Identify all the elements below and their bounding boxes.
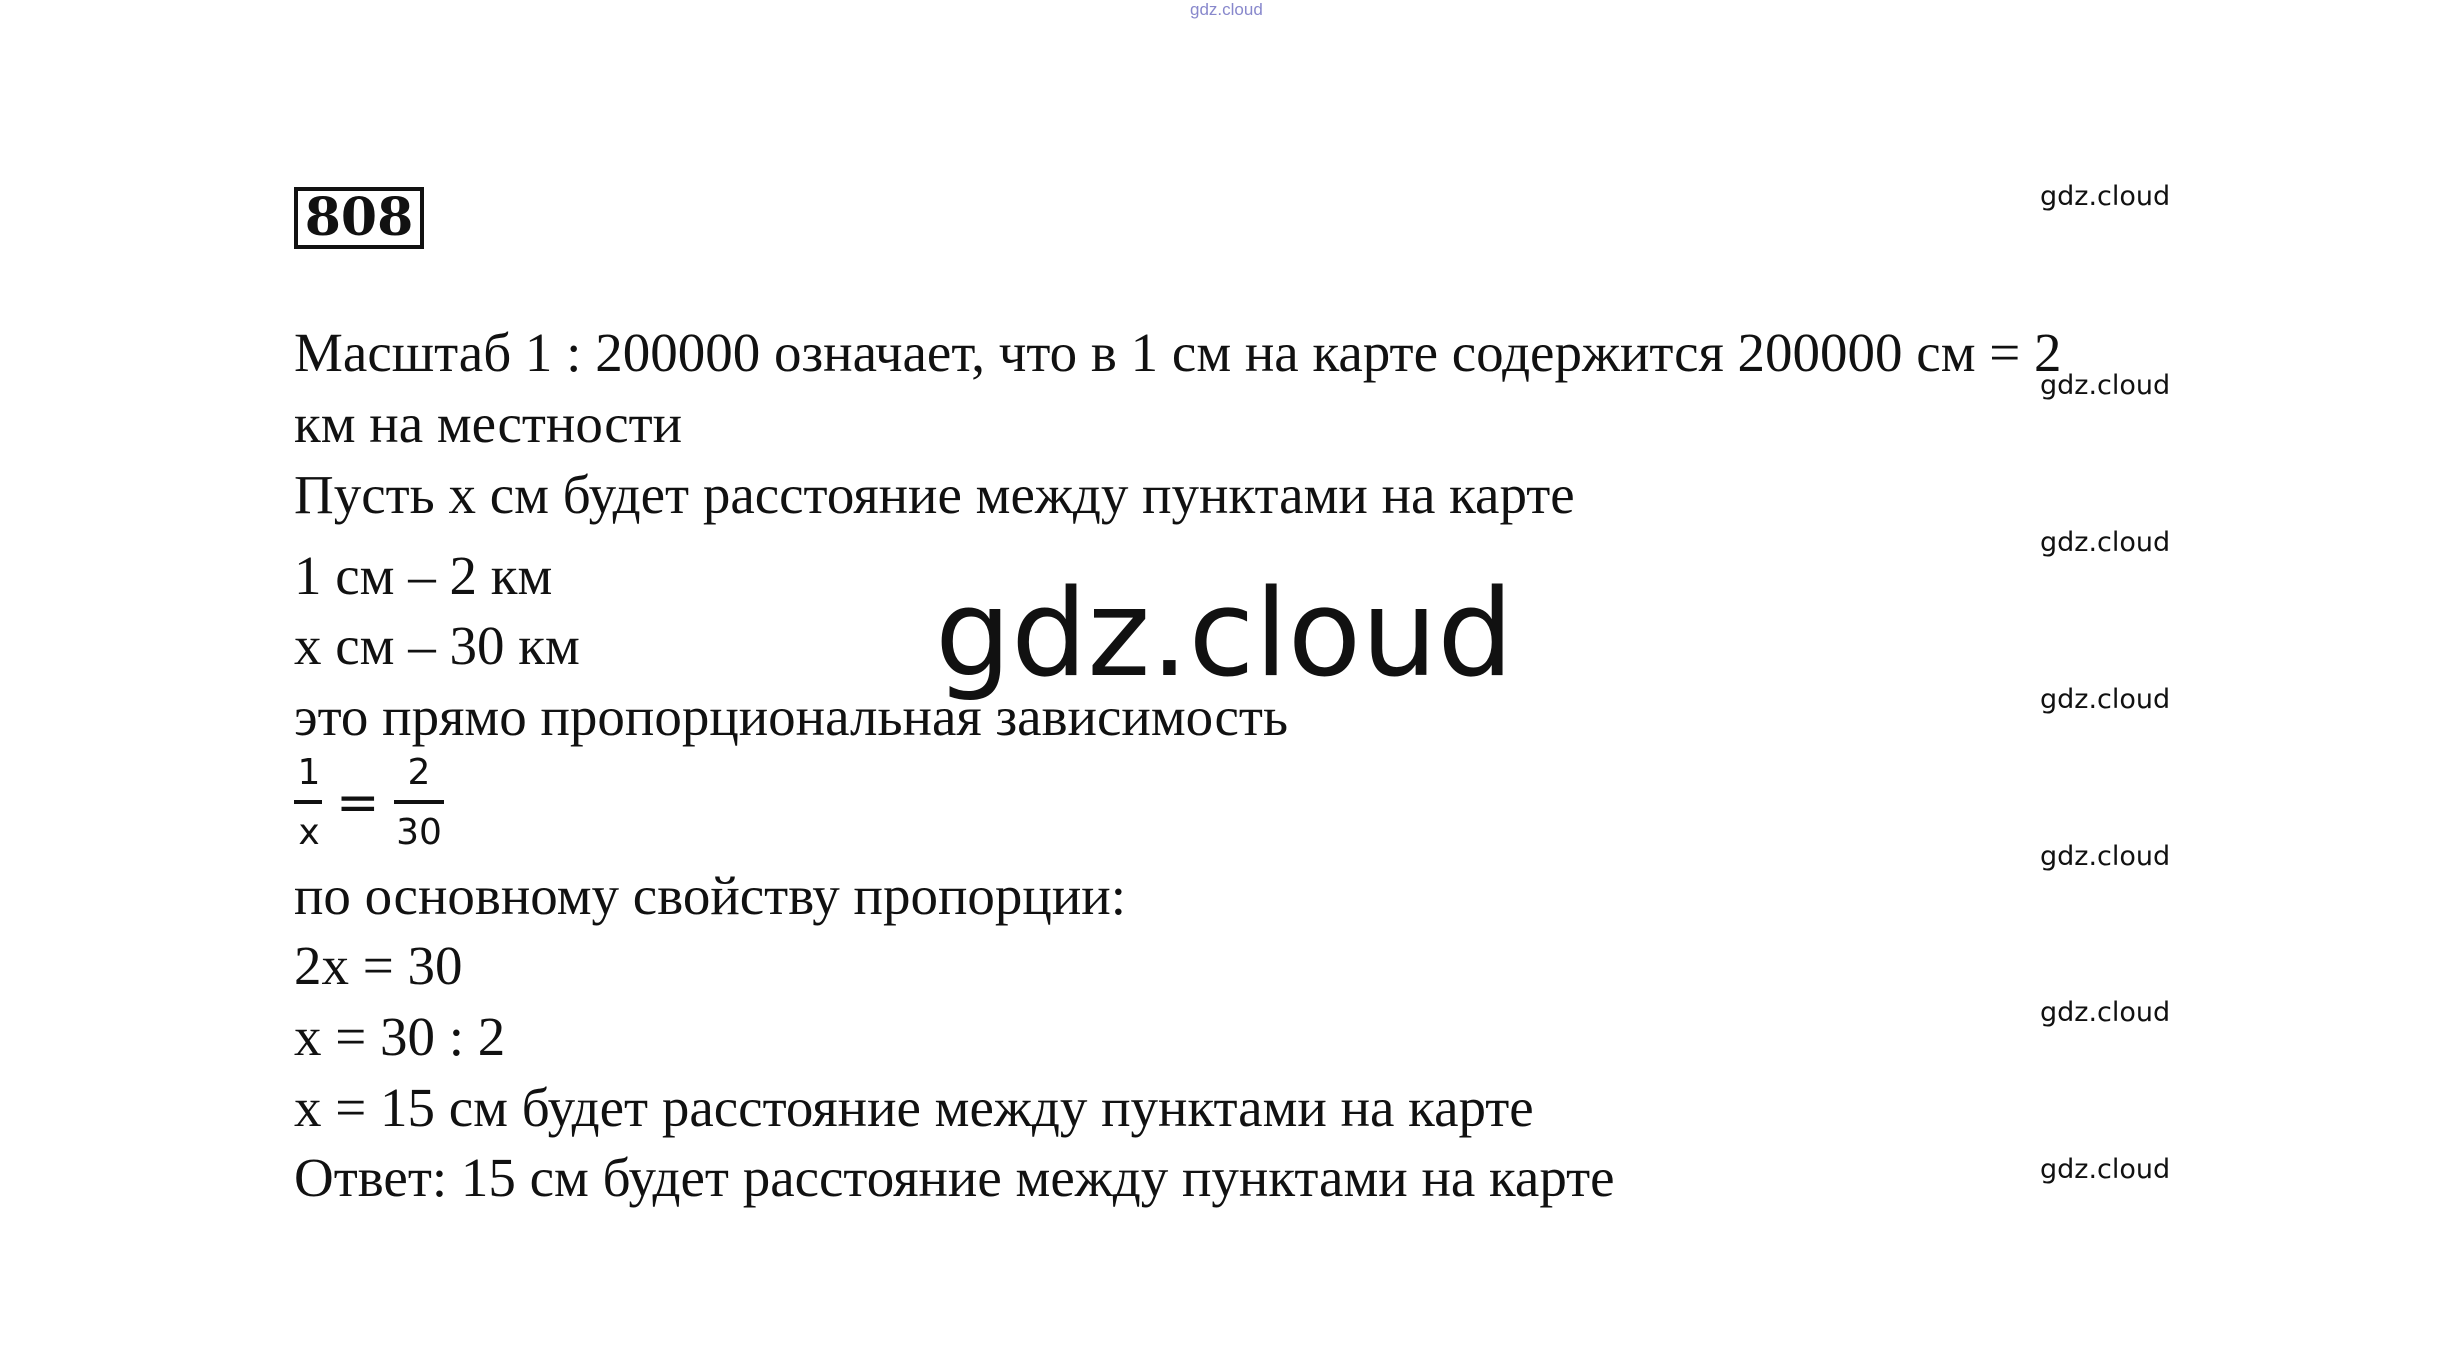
solution-line-1: Масштаб 1 : 200000 означает, что в 1 см на карте содержится 200000 см = 2 (294, 322, 2062, 383)
side-watermark: gdz.cloud (2040, 527, 2171, 558)
solution-line-7: по основному свойству пропорции: (294, 865, 1126, 926)
side-watermark: gdz.cloud (2040, 370, 2171, 401)
left-denominator: x (298, 812, 320, 853)
solution-line-2: км на местности (294, 393, 683, 454)
solution-line-11: Ответ: 15 см будет расстояние между пунктами на карте (294, 1147, 1615, 1208)
left-fraction-bar (294, 800, 322, 804)
side-watermark: gdz.cloud (2040, 841, 2171, 872)
side-watermark: gdz.cloud (2040, 684, 2171, 715)
task-number: 808 (294, 187, 424, 249)
solution-line-4: 1 см – 2 км (294, 545, 553, 606)
solution-line-8: 2х = 30 (294, 935, 463, 996)
solution-line-10: х = 15 см будет расстояние между пунктами на карте (294, 1077, 1534, 1138)
side-watermark: gdz.cloud (2040, 997, 2171, 1028)
right-numerator: 2 (407, 752, 431, 793)
side-watermark: gdz.cloud (2040, 181, 2171, 212)
solution-line-9: х = 30 : 2 (294, 1006, 506, 1067)
top-watermark: gdz.cloud (1190, 0, 1263, 19)
right-denominator: 30 (396, 812, 442, 853)
center-watermark: gdz.cloud (935, 565, 1514, 704)
equals-sign: = (336, 773, 380, 833)
left-numerator: 1 (297, 752, 321, 793)
solution-line-5: х см – 30 км (294, 615, 580, 676)
solution-line-6: это прямо пропорциональная зависимость (294, 686, 1289, 747)
right-fraction-bar (394, 800, 444, 804)
solution-line-3: Пусть х см будет расстояние между пунктами на карте (294, 464, 1575, 525)
side-watermark: gdz.cloud (2040, 1154, 2171, 1185)
